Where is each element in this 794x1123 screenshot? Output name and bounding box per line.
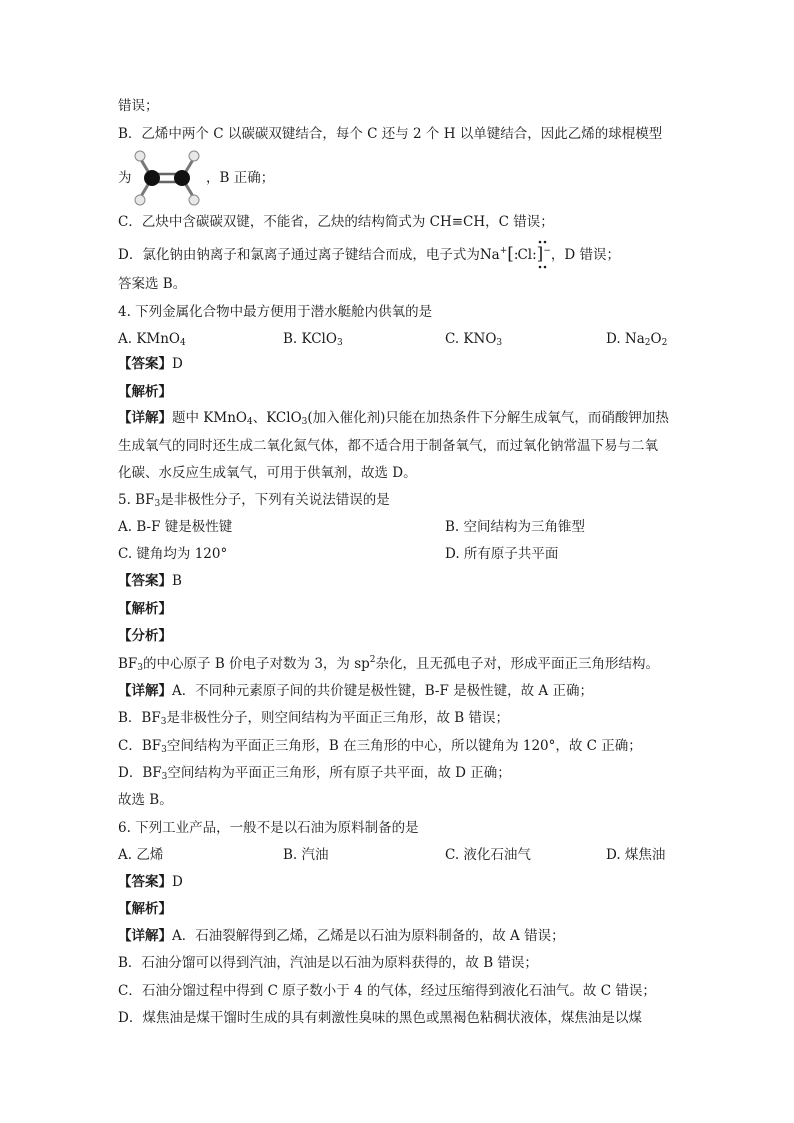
option-text: C. KNO bbox=[445, 331, 497, 347]
subscript: 3 bbox=[154, 499, 161, 509]
detail-line bbox=[118, 681, 593, 701]
detail-line: B．石油分馏可以得到汽油，汽油是以石油为原料获得的，故 B 错误； bbox=[118, 955, 538, 971]
subscript: 4 bbox=[246, 417, 253, 427]
option-d: D. 煤焦油 bbox=[606, 847, 666, 863]
electron-dots-right: : bbox=[532, 247, 537, 263]
answer-line bbox=[118, 571, 182, 591]
option-d: D. 所有原子共平面 bbox=[445, 546, 559, 562]
detail-label: 【详解】 bbox=[118, 928, 172, 944]
question-stem: 4. 下列金属化合物中最方便用于潜水艇舱内供氧的是 bbox=[118, 304, 433, 320]
option-text: O bbox=[650, 331, 662, 347]
text: 、KClO bbox=[252, 410, 302, 426]
text: B．BF bbox=[118, 710, 161, 726]
minus-charge: − bbox=[543, 246, 551, 256]
analysis-label: 【解析】 bbox=[118, 601, 172, 617]
text: A．石油裂解得到乙烯，乙烯是以石油为原料制备的，故 A 错误； bbox=[172, 928, 565, 944]
subscript: 4 bbox=[180, 338, 186, 348]
sodium-symbol: Na bbox=[479, 247, 500, 263]
subscript: 3 bbox=[161, 745, 167, 755]
answer-value: B bbox=[172, 573, 182, 589]
subscript: 3 bbox=[496, 338, 503, 348]
detail-label: 【详解】 bbox=[118, 410, 172, 426]
text-line: 错误； bbox=[118, 98, 159, 114]
option-b: B. 汽油 bbox=[283, 847, 329, 863]
detail-line bbox=[118, 763, 511, 783]
chlorine-electron-dots bbox=[536, 240, 550, 270]
subscript: 2 bbox=[644, 338, 651, 348]
option-text: A. KMnO bbox=[118, 331, 181, 347]
subscript: 3 bbox=[161, 772, 168, 782]
subscript: 3 bbox=[336, 338, 343, 348]
fenxi-line bbox=[118, 654, 659, 674]
detail-line: 生成氧气的同时还生成二氧化氮气体，都不适合用于制备氧气，而过氧化钠常温下易与二氧 bbox=[118, 438, 658, 454]
detail-line bbox=[118, 408, 669, 428]
ethylene-ball-stick-model bbox=[136, 146, 208, 206]
subscript: 3 bbox=[301, 417, 308, 427]
text: 空间结构为平面正三角形，B 在三角形的中心，所以键角为 120°，故 C 正确； bbox=[166, 738, 642, 754]
text: 的中心原子 B 价电子对数为 3，为 sp bbox=[143, 656, 370, 672]
option-text: B. KClO bbox=[283, 331, 337, 347]
text: ，D 错误； bbox=[550, 247, 620, 263]
text: 杂化，且无孤电子对，形成平面正三角形结构。 bbox=[375, 656, 660, 672]
option-b: B. 空间结构为三角锥型 bbox=[445, 519, 586, 535]
answer-value: D bbox=[172, 874, 183, 890]
bracket: [ bbox=[507, 244, 514, 264]
text-line: ，B 正确； bbox=[206, 170, 275, 186]
plus-charge: + bbox=[499, 246, 508, 256]
subscript: 3 bbox=[160, 717, 167, 727]
conclusion-line: 故选 B。 bbox=[118, 792, 173, 808]
subscript: 2 bbox=[661, 338, 668, 348]
answer-value: D bbox=[172, 356, 183, 372]
text-line: 为 bbox=[118, 170, 132, 186]
electron-dots-left: : bbox=[513, 247, 518, 263]
option-c: C. 液化石油气 bbox=[445, 847, 531, 863]
answer-label: 【答案】 bbox=[118, 573, 172, 589]
text: 题中 KMnO bbox=[172, 410, 247, 426]
answer-label: 【答案】 bbox=[118, 356, 172, 372]
option-a: A. B-F 键是极性键 bbox=[118, 519, 233, 535]
text: A．不同种元素原子间的共价键是极性键，B-F 是极性键，故 A 正确； bbox=[172, 683, 593, 699]
option-text: D. Na bbox=[606, 331, 645, 347]
text: 是非极性分子，下列有关说法错误的是 bbox=[160, 492, 390, 508]
detail-line bbox=[118, 708, 509, 728]
superscript: 2 bbox=[369, 655, 376, 665]
detail-line: C．石油分馏过程中得到 C 原子数小于 4 的气体，经过压缩得到液化石油气。故 C 错误； bbox=[118, 983, 656, 999]
answer-line bbox=[118, 354, 183, 374]
detail-line: 化碳、水反应生成氧气，可用于供氧剂，故选 D。 bbox=[118, 465, 417, 481]
option-c bbox=[445, 329, 502, 349]
question-stem: 6. 下列工业产品，一般不是以石油为原料制备的是 bbox=[118, 820, 419, 836]
detail-line bbox=[118, 926, 565, 946]
analysis-label: 【解析】 bbox=[118, 384, 172, 400]
fenxi-label: 【分析】 bbox=[118, 628, 172, 644]
question-stem bbox=[118, 490, 390, 510]
analysis-label: 【解析】 bbox=[118, 901, 172, 917]
detail-label: 【详解】 bbox=[118, 683, 172, 699]
option-a bbox=[118, 329, 186, 349]
text: D．BF bbox=[118, 765, 162, 781]
answer-label: 【答案】 bbox=[118, 874, 172, 890]
text: D．氯化钠由钠离子和氯离子通过离子键结合而成，电子式为 bbox=[118, 247, 480, 263]
subscript: 3 bbox=[137, 663, 144, 673]
text-line: 答案选 B。 bbox=[118, 276, 187, 292]
option-c: C. 键角均为 120° bbox=[118, 546, 228, 562]
text-line: C．乙炔中含碳碳双键，不能省，乙炔的结构简式为 CH≡CH，C 错误； bbox=[118, 214, 554, 230]
detail-line: D．煤焦油是煤干馏时生成的具有刺激性臭味的黑色或黑褐色粘稠状液体，煤焦油是以煤 bbox=[118, 1010, 642, 1026]
chlorine-symbol: Cl bbox=[517, 247, 533, 263]
text: 5. BF bbox=[118, 492, 155, 508]
option-b bbox=[283, 329, 343, 349]
answer-line bbox=[118, 872, 183, 892]
text-line: B．乙烯中两个 C 以碳碳双键结合，每个 C 还与 2 个 H 以单键结合，因此乙烯的球棍模型 bbox=[118, 126, 663, 142]
bracket: ] bbox=[536, 244, 544, 264]
option-d bbox=[606, 329, 667, 349]
text: BF bbox=[118, 656, 138, 672]
detail-line bbox=[118, 736, 642, 756]
text: 是非极性分子，则空间结构为平面正三角形，故 B 错误； bbox=[166, 710, 509, 726]
option-a: A. 乙烯 bbox=[118, 847, 164, 863]
text: (加入催化剂)只能在加热条件下分解生成氧气，而硝酸钾加热 bbox=[307, 410, 669, 426]
text: C．BF bbox=[118, 738, 162, 754]
text: 空间结构为平面正三角形，所有原子共平面，故 D 正确； bbox=[167, 765, 511, 781]
